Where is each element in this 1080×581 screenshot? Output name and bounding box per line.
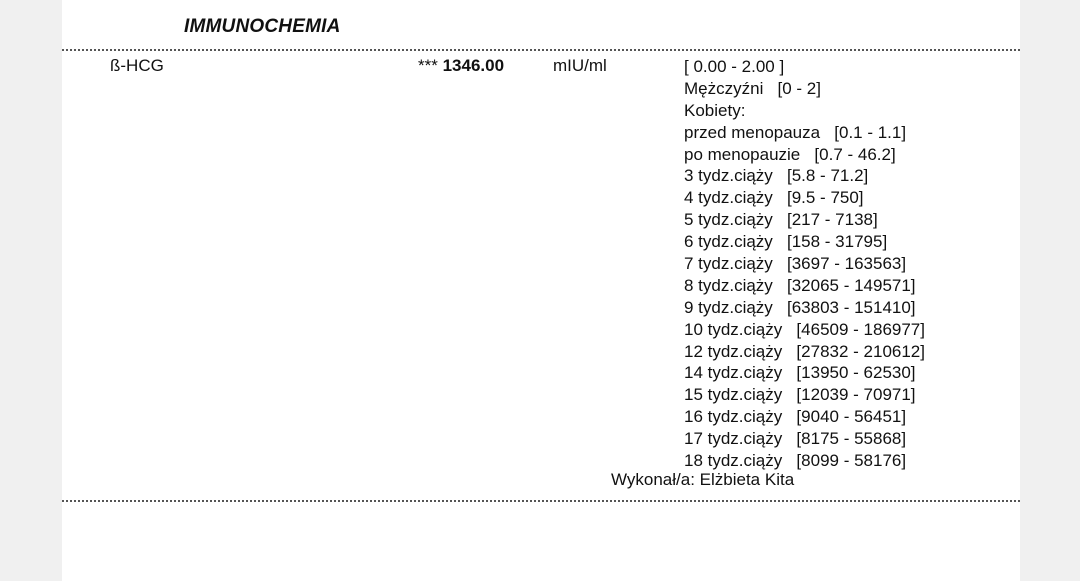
reference-range-line: 18 tydz.ciąży [8099 - 58176] [684,451,907,471]
reference-range-line: 17 tydz.ciąży [8175 - 55868] [684,429,907,449]
reference-range-line: 10 tydz.ciąży [46509 - 186977] [684,319,925,339]
result-value [418,56,504,76]
reference-range-line: 16 tydz.ciąży [9040 - 56451] [684,407,907,427]
test-name: ß-HCG [110,56,164,75]
result-unit: mIU/ml [553,56,607,75]
reference-range-line: 7 tydz.ciąży [3697 - 163563] [684,254,907,274]
reference-range-line: 5 tydz.ciąży [217 - 7138] [684,210,878,230]
reference-range-line: 14 tydz.ciąży [13950 - 62530] [684,363,916,383]
document-page [62,0,1020,581]
reference-range-line: 6 tydz.ciąży [158 - 31795] [684,232,888,252]
section-divider-top [62,49,1020,51]
reference-range-line: 12 tydz.ciąży [27832 - 210612] [684,341,925,361]
reference-range-line: [ 0.00 - 2.00 ] [684,57,785,76]
reference-range-line: 8 tydz.ciąży [32065 - 149571] [684,275,916,295]
section-divider-bottom [62,500,1020,502]
section-title: IMMUNOCHEMIA [184,16,341,37]
reference-range-line: 9 tydz.ciąży [63803 - 151410] [684,297,916,317]
performed-by: Wykonał/a: Elżbieta Kita [611,470,795,489]
reference-range-line: 3 tydz.ciąży [5.8 - 71.2] [684,166,869,186]
reference-range-line: Mężczyźni [0 - 2] [684,78,821,98]
reference-range-line: przed menopauza [0.1 - 1.1] [684,122,907,142]
reference-range-line: Kobiety: [684,100,746,120]
result-number: 1346.00 [442,56,505,75]
reference-range-list [684,56,925,472]
reference-range-line: 4 tydz.ciąży [9.5 - 750] [684,188,864,208]
reference-range-line: po menopauzie [0.7 - 46.2] [684,144,896,164]
abnormal-flag: *** [418,56,438,75]
reference-range-line: 15 tydz.ciąży [12039 - 70971] [684,385,916,405]
